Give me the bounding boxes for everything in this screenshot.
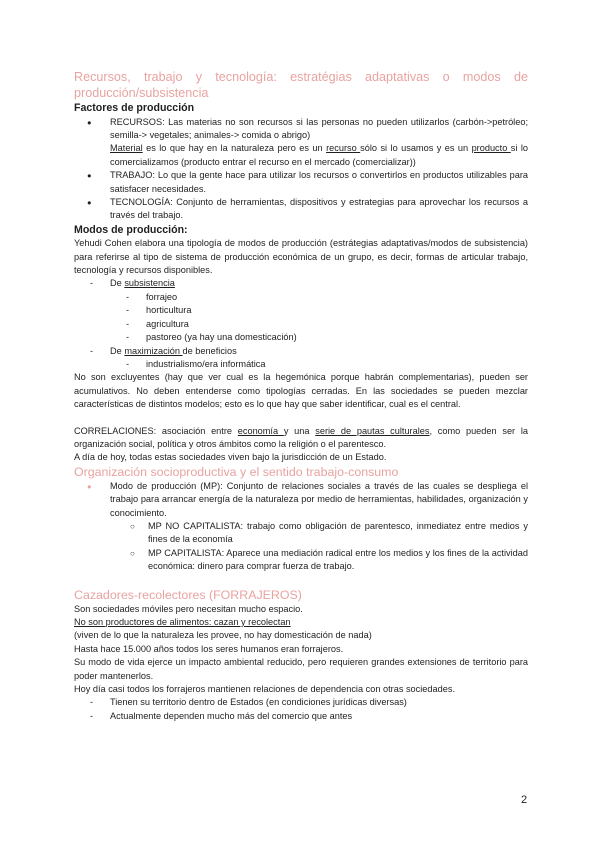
subsistencia-term: subsistencia [124,278,175,289]
modos-intro: Yehudi Cohen elabora una tipología de modos de producción (estrátegias adaptativas/modos de subsistencia) para referirse al tipo de sistema de producción económica de un grupo, es decir, formas de articular trabajo, tecnología y recursos disponibles. [74,238,528,276]
list-item-no-capitalista: ○ MP NO CAPITALISTA: trabajo como obligación de parentesco, inmediatez entre medios y fines de la economía [74,520,528,547]
list-item: - Tienen su territorio dentro de Estados (en condiciones jurídicas diversas) [74,696,528,709]
cazadores-list [74,696,528,723]
sub-item: - forrajeo [74,291,528,304]
correlaciones-prefix: CORRELACIONES: asociación entre [74,425,238,436]
pautas-term: serie de pautas culturales, [315,425,433,436]
cazadores-line-5: Su modo de vida ejerce un impacto ambiental reducido, pero requieren grandes extensiones de territorio para poder mantenerlos. [74,657,528,681]
factores-list [74,116,528,223]
heading-cazadores: Cazadores-recolectores (FORRAJEROS) [74,587,302,602]
maximizacion-term: maximización [124,345,183,356]
cazadores-line-3: (viven de lo que la naturaleza les provee, no hay domesticación de nada) [74,630,372,641]
list-item-tecnologia: ● TECNOLOGÍA: Conjunto de herramientas, dispositivos y estrategias para aprovechar los recursos a través del trabajo. [74,196,528,223]
modos-list [74,277,528,371]
heading-factores: Factores de producción [74,102,195,114]
cazadores-line-2: No son productores de alimentos: cazan y recolectan [74,617,291,627]
correlaciones-suffix: como pueden ser la organización social, política y otros ámbitos como la religión o el parentesco. [74,425,529,449]
list-item-capitalista: ○ MP CAPITALISTA: Aparece una mediación radical entre los medios y los fines de la actividad económica: dinero para comprar fuerza de trabajo. [74,547,528,574]
sub-item: - industrialismo/era informática [74,358,528,371]
cazadores-line-4: Hasta hace 15.000 años todos los seres humanos eran forrajeros. [74,643,344,654]
document-body [74,70,528,723]
list-item: - Actualmente dependen mucho más del comercio que antes [74,710,528,723]
page-number: 2 [521,794,528,806]
maximizacion-prefix: De [110,345,125,356]
list-item-mp: ● Modo de producción (MP): Conjunto de relaciones sociales a través de las cuales se despliega el trabajo para arrancar energía de la naturaleza por medio de herramientas, habilidades, organización y conocimiento. [74,480,528,520]
subsistencia-prefix: De [110,278,125,289]
producto-term: producto [471,143,511,154]
correlaciones-paragraph [74,425,528,452]
recursos-text-post: si lo comercializamos (producto entrar el recurso en el mercado (comercializar)) [110,143,528,167]
heading-modos: Modos de producción: [74,223,188,236]
sub-item: - pastoreo (ya hay una domesticación) [74,331,528,344]
cazadores-line-1: Son sociedades móviles pero necesitan mucho espacio. [74,603,303,614]
correlaciones-mid: y una [283,425,316,436]
organizacion-list [74,480,528,574]
cazadores-line-6: Hoy día casi todos los forrajeros mantienen relaciones de dependencia con otras sociedades. [74,684,455,695]
no-excluyentes-paragraph: No son excluyentes (hay que ver cual es la hegemónica porque habrán complementarias), pueden ser acumulativos. No deben entenderse como tipologías cerradas. En las sociedades se pueden mezclar características de distintos modelos; esto es lo que hay que saber identificar, cual es el central. [74,372,528,410]
list-item-trabajo: ● TRABAJO: Lo que la gente hace para utilizar los recursos o convertirlos en productos utilizables para satisfacer necesidades. [74,169,528,196]
recursos-text-mid1: es lo que hay en la naturaleza pero es un [142,143,327,154]
recursos-text-mid2: sólo si lo usamos y es un [360,143,472,154]
heading-organizacion: Organización socioproductiva y el sentido trabajo-consumo [74,464,399,479]
sub-item: - agricultura [74,318,528,331]
material-term: Material [110,143,143,154]
economia-term: economía [237,425,284,436]
maximizacion-suffix: de beneficios [182,345,237,356]
recursos-text: RECURSOS: Las materias no son recursos si las personas no pueden utilizarlos (carbón->petróleo; semilla-> vegetales; animales-> comida o abrigo) [110,116,528,140]
recurso-term: recurso [326,143,361,154]
list-item-recursos [74,116,528,170]
page-title: Recursos, trabajo y tecnología: estratégias adaptativas o modos de producción/subsistencia [74,70,528,100]
list-item-subsistencia [74,277,528,290]
list-item-maximizacion [74,345,528,358]
a-dia-de-hoy-paragraph: A día de hoy, todas estas sociedades viven bajo la jurisdicción de un Estado. [74,452,387,463]
sub-item: - horticultura [74,304,528,317]
